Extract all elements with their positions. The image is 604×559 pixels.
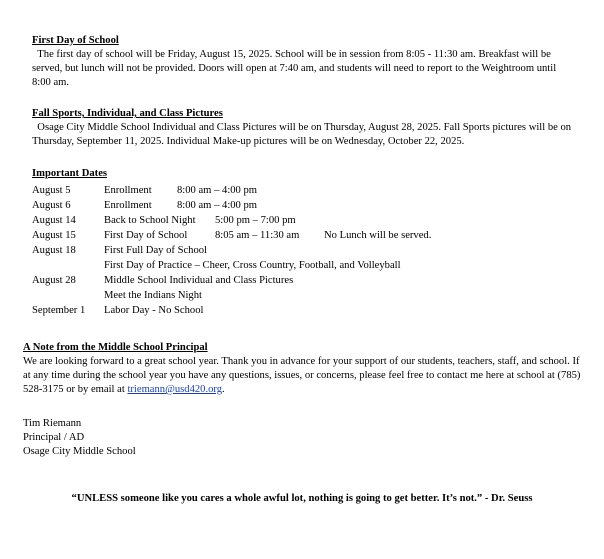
principal-note-text-end: . [222, 384, 225, 395]
date-row [32, 289, 592, 304]
event-cell: Middle School Individual and Class Pictures [104, 275, 294, 286]
date-cell: August 14 [32, 215, 76, 226]
signature-title: Principal / AD [23, 432, 85, 443]
date-row [32, 274, 592, 289]
time-cell: 5:00 pm – 7:00 pm [215, 215, 296, 226]
closing-quote: “UNLESS someone like you cares a whole awful lot, nothing is going to get better. It’s not.” - Dr. Seuss [71, 493, 533, 504]
section-first-day [32, 34, 577, 90]
event-cell: First Day of Practice – Cheer, Cross Country, Football, and Volleyball [104, 260, 401, 271]
signature-school: Osage City Middle School [23, 446, 136, 457]
date-cell: August 5 [32, 185, 71, 196]
note-cell: No Lunch will be served. [324, 230, 432, 241]
pictures-heading: Fall Sports, Individual, and Class Pictures [32, 108, 223, 119]
first-day-heading: First Day of School [32, 35, 119, 46]
principal-email-link[interactable]: triemann@usd420.org [127, 384, 223, 395]
first-day-text [32, 48, 577, 90]
date-row [32, 244, 592, 259]
date-row [32, 304, 592, 319]
section-pictures [32, 107, 577, 149]
date-row [32, 184, 592, 199]
pictures-text [32, 121, 577, 149]
event-cell: First Full Day of School [104, 245, 207, 256]
section-important-dates [32, 167, 592, 319]
time-cell: 8:00 am – 4:00 pm [177, 200, 258, 211]
date-row [32, 199, 592, 214]
date-row [32, 259, 592, 274]
time-cell: 8:05 am – 11:30 am [215, 230, 300, 241]
date-row [32, 229, 592, 244]
date-cell: August 15 [32, 230, 76, 241]
date-cell: August 6 [32, 200, 71, 211]
event-cell: Meet the Indians Night [104, 290, 202, 301]
date-cell: September 1 [32, 305, 86, 316]
signature-block [23, 417, 323, 459]
principal-note-text-content: We are looking forward to a great school year. Thank you in advance for your support of our students, teachers, staff, and school. If at any time during the school year you have any questions, issues, or concerns, please feel free to contact me here at school at (785) 528-3175 or by email at [23, 356, 581, 395]
principal-note-text [23, 355, 583, 397]
date-cell: August 28 [32, 275, 76, 286]
pictures-text-content: Osage City Middle School Individual and Class Pictures will be on Thursday, August 28, 2025. Fall Sports pictures will be on Thursday, September 11, 2025. Individual Make-up pictures will be on Wednesday, October 22, 2025. [32, 122, 572, 147]
event-cell: Enrollment [104, 185, 152, 196]
event-cell: First Day of School [104, 230, 188, 241]
time-cell: 8:00 am – 4:00 pm [177, 185, 258, 196]
dates-heading: Important Dates [32, 168, 108, 179]
event-cell: Labor Day - No School [104, 305, 204, 316]
section-principal-note [23, 341, 583, 397]
date-cell: August 18 [32, 245, 76, 256]
first-day-text-content: The first day of school will be Friday, August 15, 2025. School will be in session from 8:05 - 11:30 am. Breakfast will be served, but lunch will not be provided. Doors will open at 7:40 am, and students will need to report to the Weightroom until 8:00 am. [32, 49, 557, 88]
event-cell: Back to School Night [104, 215, 196, 226]
event-cell: Enrollment [104, 200, 152, 211]
principal-note-heading: A Note from the Middle School Principal [23, 342, 208, 353]
signature-name: Tim Riemann [23, 418, 82, 429]
date-row [32, 214, 592, 229]
